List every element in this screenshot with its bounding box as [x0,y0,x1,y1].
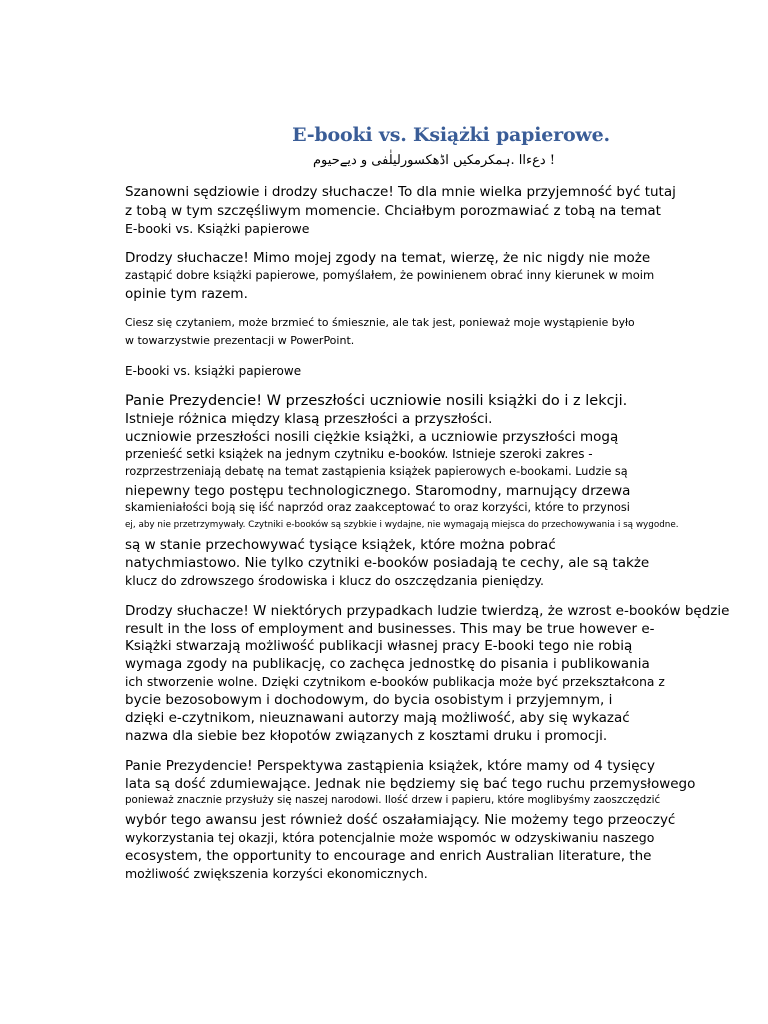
paragraph-6-line: Drodzy słuchacze! W niektórych przypadkach ludzie twierdzą, że wzrost e-booków będzie [125,603,730,619]
section-heading: E-booki vs. książki papierowe [125,364,302,378]
paragraph-5-line: przenieść setki książek na jednym czytniku e-booków. Istnieje szeroki zakres - [125,447,593,461]
paragraph-6-line: ich stworzenie wolne. Dzięki czytnikom e-booków publikacja może być przekształcona z [125,675,665,689]
paragraph-6-line: Książki stwarzają możliwość publikacji własnej pracy E-booki tego nie robią [125,638,633,654]
paragraph-5-line: uczniowie przeszłości nosili ciężkie książki, a uczniowie przyszłości mogą [125,429,619,445]
paragraph-7-line: Panie Prezydencie! Perspektywa zastąpienia książek, które mamy od 4 tysięcy [125,758,655,774]
paragraph-5-line: Istnieje różnica między klasą przeszłości a przyszłości. [125,411,493,427]
paragraph-5-line: niepewny tego postępu technologicznego. Staromodny, marnujący drzewa [125,483,631,499]
paragraph-7-line: ecosystem, the opportunity to encourage and enrich Australian literature, the [125,848,652,864]
paragraph-1-line: Szanowni sędziowie i drodzy słuchacze! To dla mnie wielka przyjemność być tutaj [125,184,676,200]
paragraph-1-line: E-booki vs. Książki papierowe [125,221,310,236]
paragraph-2-line: zastąpić dobre książki papierowe, pomyślałem, że powinienem obrać inny kierunek w moim [125,268,655,282]
paragraph-7-line: lata są dość zdumiewające. Jednak nie będziemy się bać tego ruchu przemysłowego [125,776,696,792]
paragraph-5-line: są w stanie przechowywać tysiące książek, które można pobrać [125,537,556,553]
paragraph-5-line: skamieniałości boją się iść naprzód oraz zaakceptować to oraz korzyści, które to przynosi [125,501,630,514]
paragraph-3-line: w towarzystwie prezentacji w PowerPoint. [125,334,355,347]
paragraph-7-line: ponieważ znacznie przysłuży się naszej narodowi. Ilość drzew i papieru, które moglibyśmy zaoszczędzić [125,794,661,806]
paragraph-2-line: Drodzy słuchacze! Mimo mojej zgody na temat, wierzę, że nic nigdy nie może [125,250,651,266]
paragraph-6-line: nazwa dla siebie bez kłopotów związanych z kosztami druku i promocji. [125,728,608,744]
paragraph-2-line: opinie tym razem. [125,286,248,302]
paragraph-6-line: result in the loss of employment and businesses. This may be true however e- [125,621,655,637]
paragraph-7-line: wybór tego awansu jest również dość oszałamiający. Nie możemy tego przeoczyć [125,812,676,828]
paragraph-7-line: wykorzystania tej okazji, która potencjalnie może wspomóc w odzyskiwaniu naszego [125,830,655,845]
document-subtitle: ! دعءاا .ہمکرمکیں اڈھکسورلیلٰفی و دیےحیوم [313,153,555,168]
paragraph-6-line: dzięki e-czytnikom, nieuznawani autorzy mają możliwość, aby się wykazać [125,710,630,726]
paragraph-6-line: bycie bezosobowym i dochodowym, do bycia osobistym i przyjemnym, i [125,692,613,708]
paragraph-5-line: klucz do zdrowszego środowiska i klucz do oszczędzania pieniędzy. [125,573,544,588]
paragraph-5-line: rozprzestrzeniają debatę na temat zastąpienia książek papierowych e-bookami. Ludzie są [125,465,628,478]
paragraph-5-line: natychmiastowo. Nie tylko czytniki e-booków posiadają te cechy, ale są także [125,555,650,571]
document-title: E-booki vs. Książki papierowe. [292,124,610,146]
paragraph-7-line: możliwość zwiększenia korzyści ekonomicznych. [125,866,428,881]
paragraph-5-line: ej, aby nie przetrzymywały. Czytniki e-booków są szybkie i wydajne, nie wymagają miejsca do przechowywania i są wygodne. [125,520,679,530]
paragraph-5-line: Panie Prezydencie! W przeszłości uczniowie nosili książki do i z lekcji. [125,393,628,409]
paragraph-6-line: wymaga zgody na publikację, co zachęca jednostkę do pisania i publikowania [125,656,650,672]
paragraph-3-line: Ciesz się czytaniem, może brzmieć to śmiesznie, ale tak jest, ponieważ moje wystąpienie było [125,316,635,329]
paragraph-1-line: z tobą w tym szczęśliwym momencie. Chciałbym porozmawiać z tobą na temat [125,203,661,219]
